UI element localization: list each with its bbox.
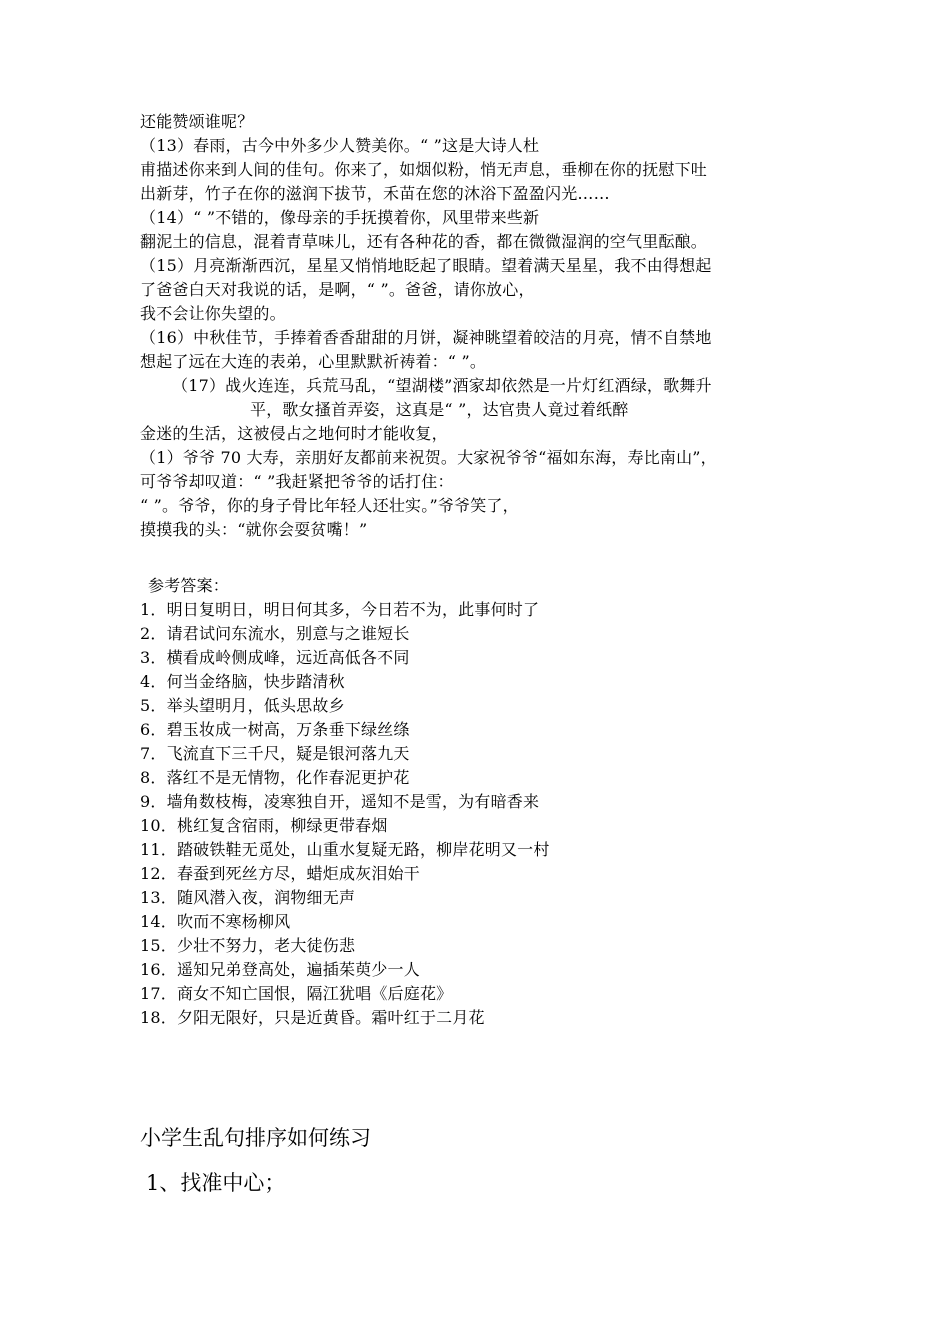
- answer-item: 18．夕阳无限好，只是近黄昏。霜叶红于二月花: [140, 1008, 485, 1027]
- answer-item: 15．少壮不努力，老大徒伤悲: [140, 936, 356, 955]
- body-line: 我不会让你失望的。: [140, 304, 286, 323]
- answer-item: 8．落红不是无情物，化作春泥更护花: [140, 768, 410, 787]
- answer-item: 4．何当金络脑，快步踏清秋: [140, 672, 345, 691]
- answers-title: 参考答案：: [148, 576, 230, 595]
- body-line: 摸摸我的头：“就你会耍贫嘴！”: [140, 520, 368, 539]
- body-line: 想起了远在大连的表弟，心里默默祈祷着：“ ”。: [140, 352, 487, 371]
- body-line: 还能赞颂谁呢？: [140, 112, 254, 131]
- body-line: 出新芽，竹子在你的滋润下拔节，禾苗在您的沐浴下盈盈闪光……: [140, 184, 610, 203]
- section-title: 小学生乱句排序如何练习: [140, 1126, 371, 1150]
- answer-item: 17．商女不知亡国恨，隔江犹唱《后庭花》: [140, 984, 453, 1003]
- answer-item: 7．飞流直下三千尺，疑是银河落九天: [140, 744, 410, 763]
- section-item: 1、找准中心；: [146, 1171, 286, 1195]
- body-line: 金迷的生活，这被侵占之地何时才能收复，: [140, 424, 448, 443]
- body-line: （14）“ ”不错的，像母亲的手抚摸着你，风里带来些新: [140, 208, 540, 227]
- body-line: （1）爷爷 70 大寿，亲朋好友都前来祝贺。大家祝爷爷“福如东海，寿比南山”，: [140, 448, 717, 467]
- body-line: 平，歌女搔首弄姿，这真是“ ”，达官贵人竟过着纸醉: [250, 400, 629, 419]
- answer-item: 9．墙角数枝梅，凌寒独自开，遥知不是雪，为有暗香来: [140, 792, 540, 811]
- body-line: （15）月亮渐渐西沉，星星又悄悄地眨起了眼睛。望着满天星星，我不由得想起: [140, 256, 712, 275]
- body-line: 了爸爸白天对我说的话，是啊，“ ”。爸爸，请你放心，: [140, 280, 535, 299]
- answer-item: 2．请君试问东流水，别意与之谁短长: [140, 624, 410, 643]
- answer-item: 11．踏破铁鞋无觅处，山重水复疑无路，柳岸花明又一村: [140, 840, 550, 859]
- body-line: （17）战火连连，兵荒马乱，“望湖楼”酒家却依然是一片灯红酒绿，歌舞升: [172, 376, 712, 395]
- answer-item: 14．吹而不寒杨柳风: [140, 912, 291, 931]
- answer-item: 3．横看成岭侧成峰，远近高低各不同: [140, 648, 410, 667]
- body-line: 可爷爷却叹道：“ ”我赶紧把爷爷的话打住：: [140, 472, 454, 491]
- answer-item: 10．桃红复含宿雨，柳绿更带春烟: [140, 816, 388, 835]
- answer-item: 16．遥知兄弟登高处，遍插茱萸少一人: [140, 960, 420, 979]
- body-line: （13）春雨，古今中外多少人赞美你。“ ”这是大诗人杜: [140, 136, 540, 155]
- answer-item: 13．随风潜入夜，润物细无声: [140, 888, 356, 907]
- answer-item: 1．明日复明日，明日何其多，今日若不为，此事何时了: [140, 600, 540, 619]
- answer-item: 6．碧玉妆成一树高，万条垂下绿丝绦: [140, 720, 410, 739]
- body-line: 甫描述你来到人间的佳句。你来了，如烟似粉，悄无声息，垂柳在你的抚慰下吐: [140, 160, 708, 179]
- body-line: “ ”。爷爷，你的身子骨比年轻人还壮实。”爷爷笑了，: [140, 496, 519, 515]
- body-line: （16）中秋佳节，手捧着香香甜甜的月饼，凝神眺望着皎洁的月亮，情不自禁地: [140, 328, 712, 347]
- answer-item: 12．春蚕到死丝方尽，蜡炬成灰泪始干: [140, 864, 420, 883]
- answer-item: 5．举头望明月，低头思故乡: [140, 696, 345, 715]
- body-line: 翻泥土的信息，混着青草味儿，还有各种花的香，都在微微湿润的空气里酝酿。: [140, 232, 708, 251]
